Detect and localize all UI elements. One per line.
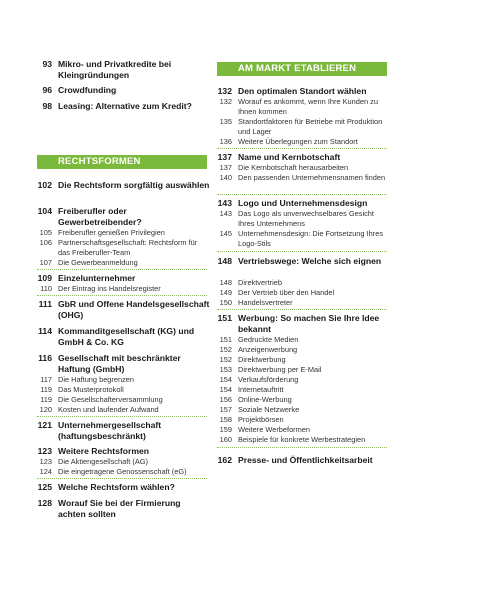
subentry-title: Projektbörsen <box>238 415 284 424</box>
entry-title: Leasing: Alternative zum Kredit? <box>58 101 192 111</box>
page-number: 145 <box>219 229 232 238</box>
subentry-title: Handelsvertreter <box>238 298 293 307</box>
entry-title: GbR und Offene Handelsgesellschaft (OHG) <box>58 299 210 320</box>
subentry-title: Die eingetragene Genossenschaft (eG) <box>58 467 187 476</box>
entry-title: Unternehmergesellschaft (haftungsbeschränkt) <box>58 420 162 441</box>
page-number: 149 <box>219 288 232 297</box>
subentry-title: Internetauftritt <box>238 385 284 394</box>
subentry-title: Die Gesellschafterversammlung <box>58 395 163 404</box>
subentry-title: Freiberufler genießen Privilegien <box>58 228 165 237</box>
entry-title: Freiberufler oder Gewerbetreibender? <box>58 206 142 227</box>
page-number: 152 <box>219 345 232 354</box>
page-number: 151 <box>219 335 232 344</box>
page-number: 120 <box>39 405 52 414</box>
entry-divider <box>37 416 207 417</box>
page-number: 151 <box>217 313 232 323</box>
entry-title: Welche Rechtsform wählen? <box>58 482 175 492</box>
subentry-title: Direktwerbung <box>238 355 286 364</box>
subentry-title: Beispiele für konkrete Werbestrategien <box>238 435 366 444</box>
page-number: 135 <box>219 117 232 126</box>
subentry-title: Den passenden Unternehmensnamen finden <box>238 173 386 182</box>
subentry-title: Standortfaktoren für Betriebe mit Produktion und Lager <box>238 117 383 136</box>
page-number: 102 <box>37 180 52 190</box>
page-number: 156 <box>219 395 232 404</box>
entry-divider <box>37 478 207 479</box>
subentry-title: Online-Werbung <box>238 395 292 404</box>
page-number: 154 <box>219 375 232 384</box>
subentry-title: Der Vertrieb über den Handel <box>238 288 335 297</box>
section-label: RECHTSFORMEN <box>58 156 141 167</box>
subentry-title: Soziale Netzwerke <box>238 405 300 414</box>
entry-title: Vertriebswege: Welche sich eignen <box>238 256 382 266</box>
entry-title: Name und Kernbotschaft <box>238 152 341 162</box>
subentry-title: Das Logo als unverwechselbares Gesicht Ihres Unternehmens <box>238 209 374 228</box>
entry-title: Kommanditgesellschaft (KG) und GmbH & Co. KG <box>58 326 195 347</box>
subentry-title: Anzeigenwerbung <box>238 345 298 354</box>
page-number: 114 <box>38 326 52 336</box>
page-number: 150 <box>219 298 232 307</box>
entry-divider <box>217 447 387 448</box>
page-number: 152 <box>219 355 232 364</box>
subentry-title: Die Haftung begrenzen <box>58 375 135 384</box>
entry-title: Einzelunternehmer <box>58 273 136 283</box>
entry-title: Logo und Unternehmensdesign <box>238 198 368 208</box>
page-number: 93 <box>42 59 52 69</box>
section-label: AM MARKT ETABLIEREN <box>238 63 357 74</box>
page-number: 137 <box>217 152 232 162</box>
page-number: 160 <box>219 435 232 444</box>
page-number: 158 <box>219 415 232 424</box>
page-number: 153 <box>219 365 232 374</box>
page-number: 137 <box>219 163 232 172</box>
section-banner-rechtsformen <box>37 155 207 169</box>
subentry-title: Der Eintrag ins Handelsregister <box>58 284 161 293</box>
entry-divider <box>217 194 387 195</box>
page-number: 162 <box>217 455 232 465</box>
entry-divider <box>37 269 207 270</box>
page-number: 136 <box>219 137 232 146</box>
page-number: 107 <box>39 258 52 267</box>
page-number: 154 <box>219 385 232 394</box>
page-number: 148 <box>219 278 232 287</box>
subentry-title: Gedruckte Medien <box>238 335 299 344</box>
page-number: 148 <box>217 256 232 266</box>
subentry-title: Partnerschaftsgesellschaft: Rechtsform für das Freiberufler-Team <box>58 238 198 257</box>
page-number: 117 <box>40 375 52 384</box>
page-number: 159 <box>219 425 232 434</box>
subentry-title: Unternehmensdesign: Die Fortsetzung Ihres Logo-Stils <box>238 229 384 248</box>
page-number: 128 <box>37 498 52 508</box>
page-number: 157 <box>219 405 232 414</box>
subentry-title: Worauf es ankommt, wenn Ihre Kunden zu Ihnen kommen <box>238 97 378 116</box>
page-number: 105 <box>39 228 52 237</box>
entry-title: Crowdfunding <box>58 85 117 95</box>
page-number: 116 <box>38 353 52 363</box>
entry-divider <box>217 251 387 252</box>
subentry-title: Kosten und laufender Aufwand <box>58 405 159 414</box>
subentry-title: Die Kernbotschaft herausarbeiten <box>238 163 349 172</box>
page-number: 119 <box>40 395 52 404</box>
subentry-title: Direktwerbung per E-Mail <box>238 365 322 374</box>
page-number: 96 <box>42 85 52 95</box>
page-number: 121 <box>37 420 52 430</box>
page-number: 124 <box>39 467 52 476</box>
entry-title: Die Rechtsform sorgfältig auswählen <box>58 180 210 190</box>
page-number: 110 <box>40 284 52 293</box>
page-number: 119 <box>40 385 52 394</box>
entry-title: Den optimalen Standort wählen <box>238 86 367 96</box>
subentry-title: Weitere Werbeformen <box>238 425 311 434</box>
entry-divider <box>217 309 387 310</box>
entry-divider <box>217 148 387 149</box>
page-number: 104 <box>37 206 52 216</box>
entry-title: Weitere Rechtsformen <box>58 446 150 456</box>
subentry-title: Direktvertrieb <box>238 278 282 287</box>
page-number: 98 <box>42 101 52 111</box>
section-banner-am-markt-etablieren <box>217 62 387 76</box>
entry-title: Mikro- und Privatkredite bei Kleingründungen <box>58 59 172 80</box>
page-number: 109 <box>37 273 52 283</box>
page-number: 132 <box>217 86 232 96</box>
subentry-title: Verkaufsförderung <box>238 375 299 384</box>
page-number: 123 <box>37 446 52 456</box>
page-number: 140 <box>219 173 232 182</box>
page-number: 106 <box>39 238 52 247</box>
entry-title: Werbung: So machen Sie Ihre Idee bekannt <box>238 313 380 334</box>
entry-divider <box>37 295 207 296</box>
page-number: 132 <box>219 97 232 106</box>
subentry-title: Die Gewerbeanmeldung <box>58 258 138 267</box>
entry-title: Presse- und Öffentlichkeitsarbeit <box>238 455 373 465</box>
page-number: 111 <box>38 299 52 309</box>
subentry-title: Die Aktiengesellschaft (AG) <box>58 457 148 466</box>
page-number: 143 <box>217 198 232 208</box>
page-number: 125 <box>37 482 52 492</box>
entry-title: Gesellschaft mit beschränkter Haftung (GmbH) <box>58 353 181 374</box>
subentry-title: Weitere Überlegungen zum Standort <box>238 137 358 146</box>
entry-title: Worauf Sie bei der Firmierung achten sollten <box>58 498 181 519</box>
subentry-title: Das Musterprotokoll <box>58 385 124 394</box>
page-number: 123 <box>39 457 52 466</box>
page-number: 143 <box>219 209 232 218</box>
